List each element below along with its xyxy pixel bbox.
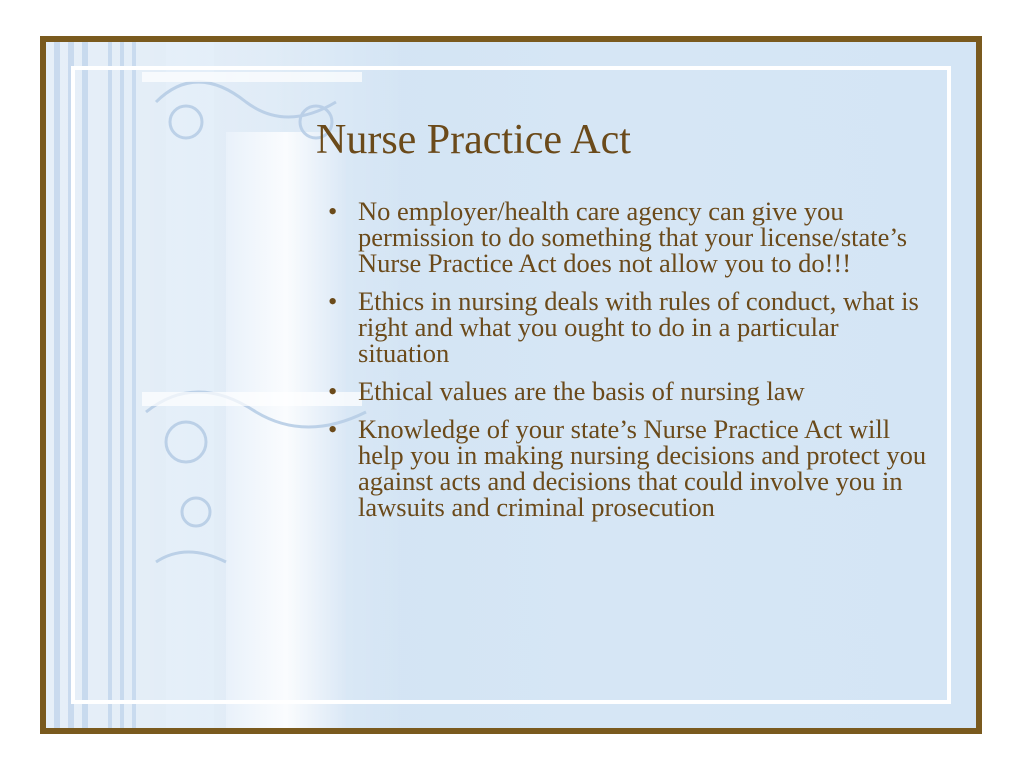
bullet-text: Ethical values are the basis of nursing law [358,376,805,406]
bullet-item [316,378,936,404]
bullet-item [316,288,936,366]
bullet-text: Ethics in nursing deals with rules of conduct, what is right and what you ought to do in a particular situation [358,286,919,368]
slide-content [316,116,936,532]
bullet-marker: • [328,286,338,316]
slide-title: Nurse Practice Act [316,117,631,163]
bullet-marker: • [328,376,338,406]
bullet-text: No employer/health care agency can give you permission to do something that your license/state’s Nurse Practice Act does not allow you to do!!! [358,196,908,278]
slide-panel [46,42,976,728]
bullet-item [316,198,936,276]
bullet-marker: • [328,196,338,226]
slide-frame [40,36,982,734]
bullet-marker: • [328,414,338,444]
bullet-text: Knowledge of your state’s Nurse Practice Act will help you in making nursing decisions and protect you against acts and decisions that could involve you in lawsuits and criminal prosecution [358,414,927,522]
bullet-list [316,198,936,520]
bullet-item [316,416,936,520]
